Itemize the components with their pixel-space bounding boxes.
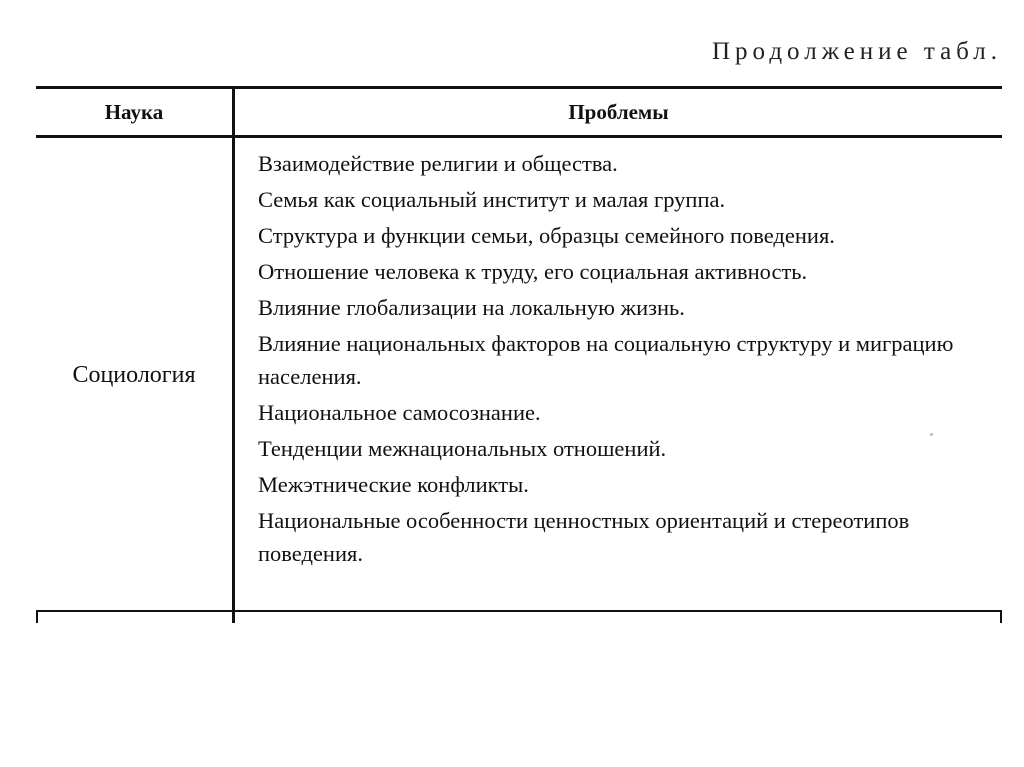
scan-speck	[930, 433, 933, 436]
table-header-row	[36, 89, 1002, 138]
science-cell-sociology: Социология	[72, 361, 196, 388]
problem-item: Взаимодействие религии и общества.	[258, 151, 618, 176]
problems-cell	[258, 147, 994, 570]
table-continuation-stub	[36, 612, 38, 623]
header-science: Наука	[104, 100, 164, 124]
problem-item: Тенденции межнациональных отношений.	[258, 436, 667, 461]
table-continuation-stub	[1000, 612, 1002, 623]
problem-item: Структура и функции семьи, образцы семейного поведения.	[258, 223, 835, 248]
header-problems: Проблемы	[568, 100, 669, 124]
problem-item: Влияние национальных факторов на социальную структуру и миграцию населения.	[258, 331, 954, 389]
science-problems-table	[36, 86, 1002, 623]
problem-item: Национальное самосознание.	[258, 400, 541, 425]
table-continuation-caption: Продолжение табл.	[712, 38, 1002, 65]
row-bottom-rule	[36, 610, 1002, 612]
problem-item: Семья как социальный институт и малая группа.	[258, 187, 726, 212]
problem-item: Межэтнические конфликты.	[258, 472, 529, 497]
problem-item: Отношение человека к труду, его социальная активность.	[258, 259, 808, 284]
table-continuation-stub	[232, 612, 234, 623]
problem-item: Влияние глобализации на локальную жизнь.	[258, 295, 685, 320]
problem-item: Национальные особенности ценностных ориентаций и стереотипов поведения.	[258, 508, 910, 566]
column-divider	[232, 89, 235, 623]
